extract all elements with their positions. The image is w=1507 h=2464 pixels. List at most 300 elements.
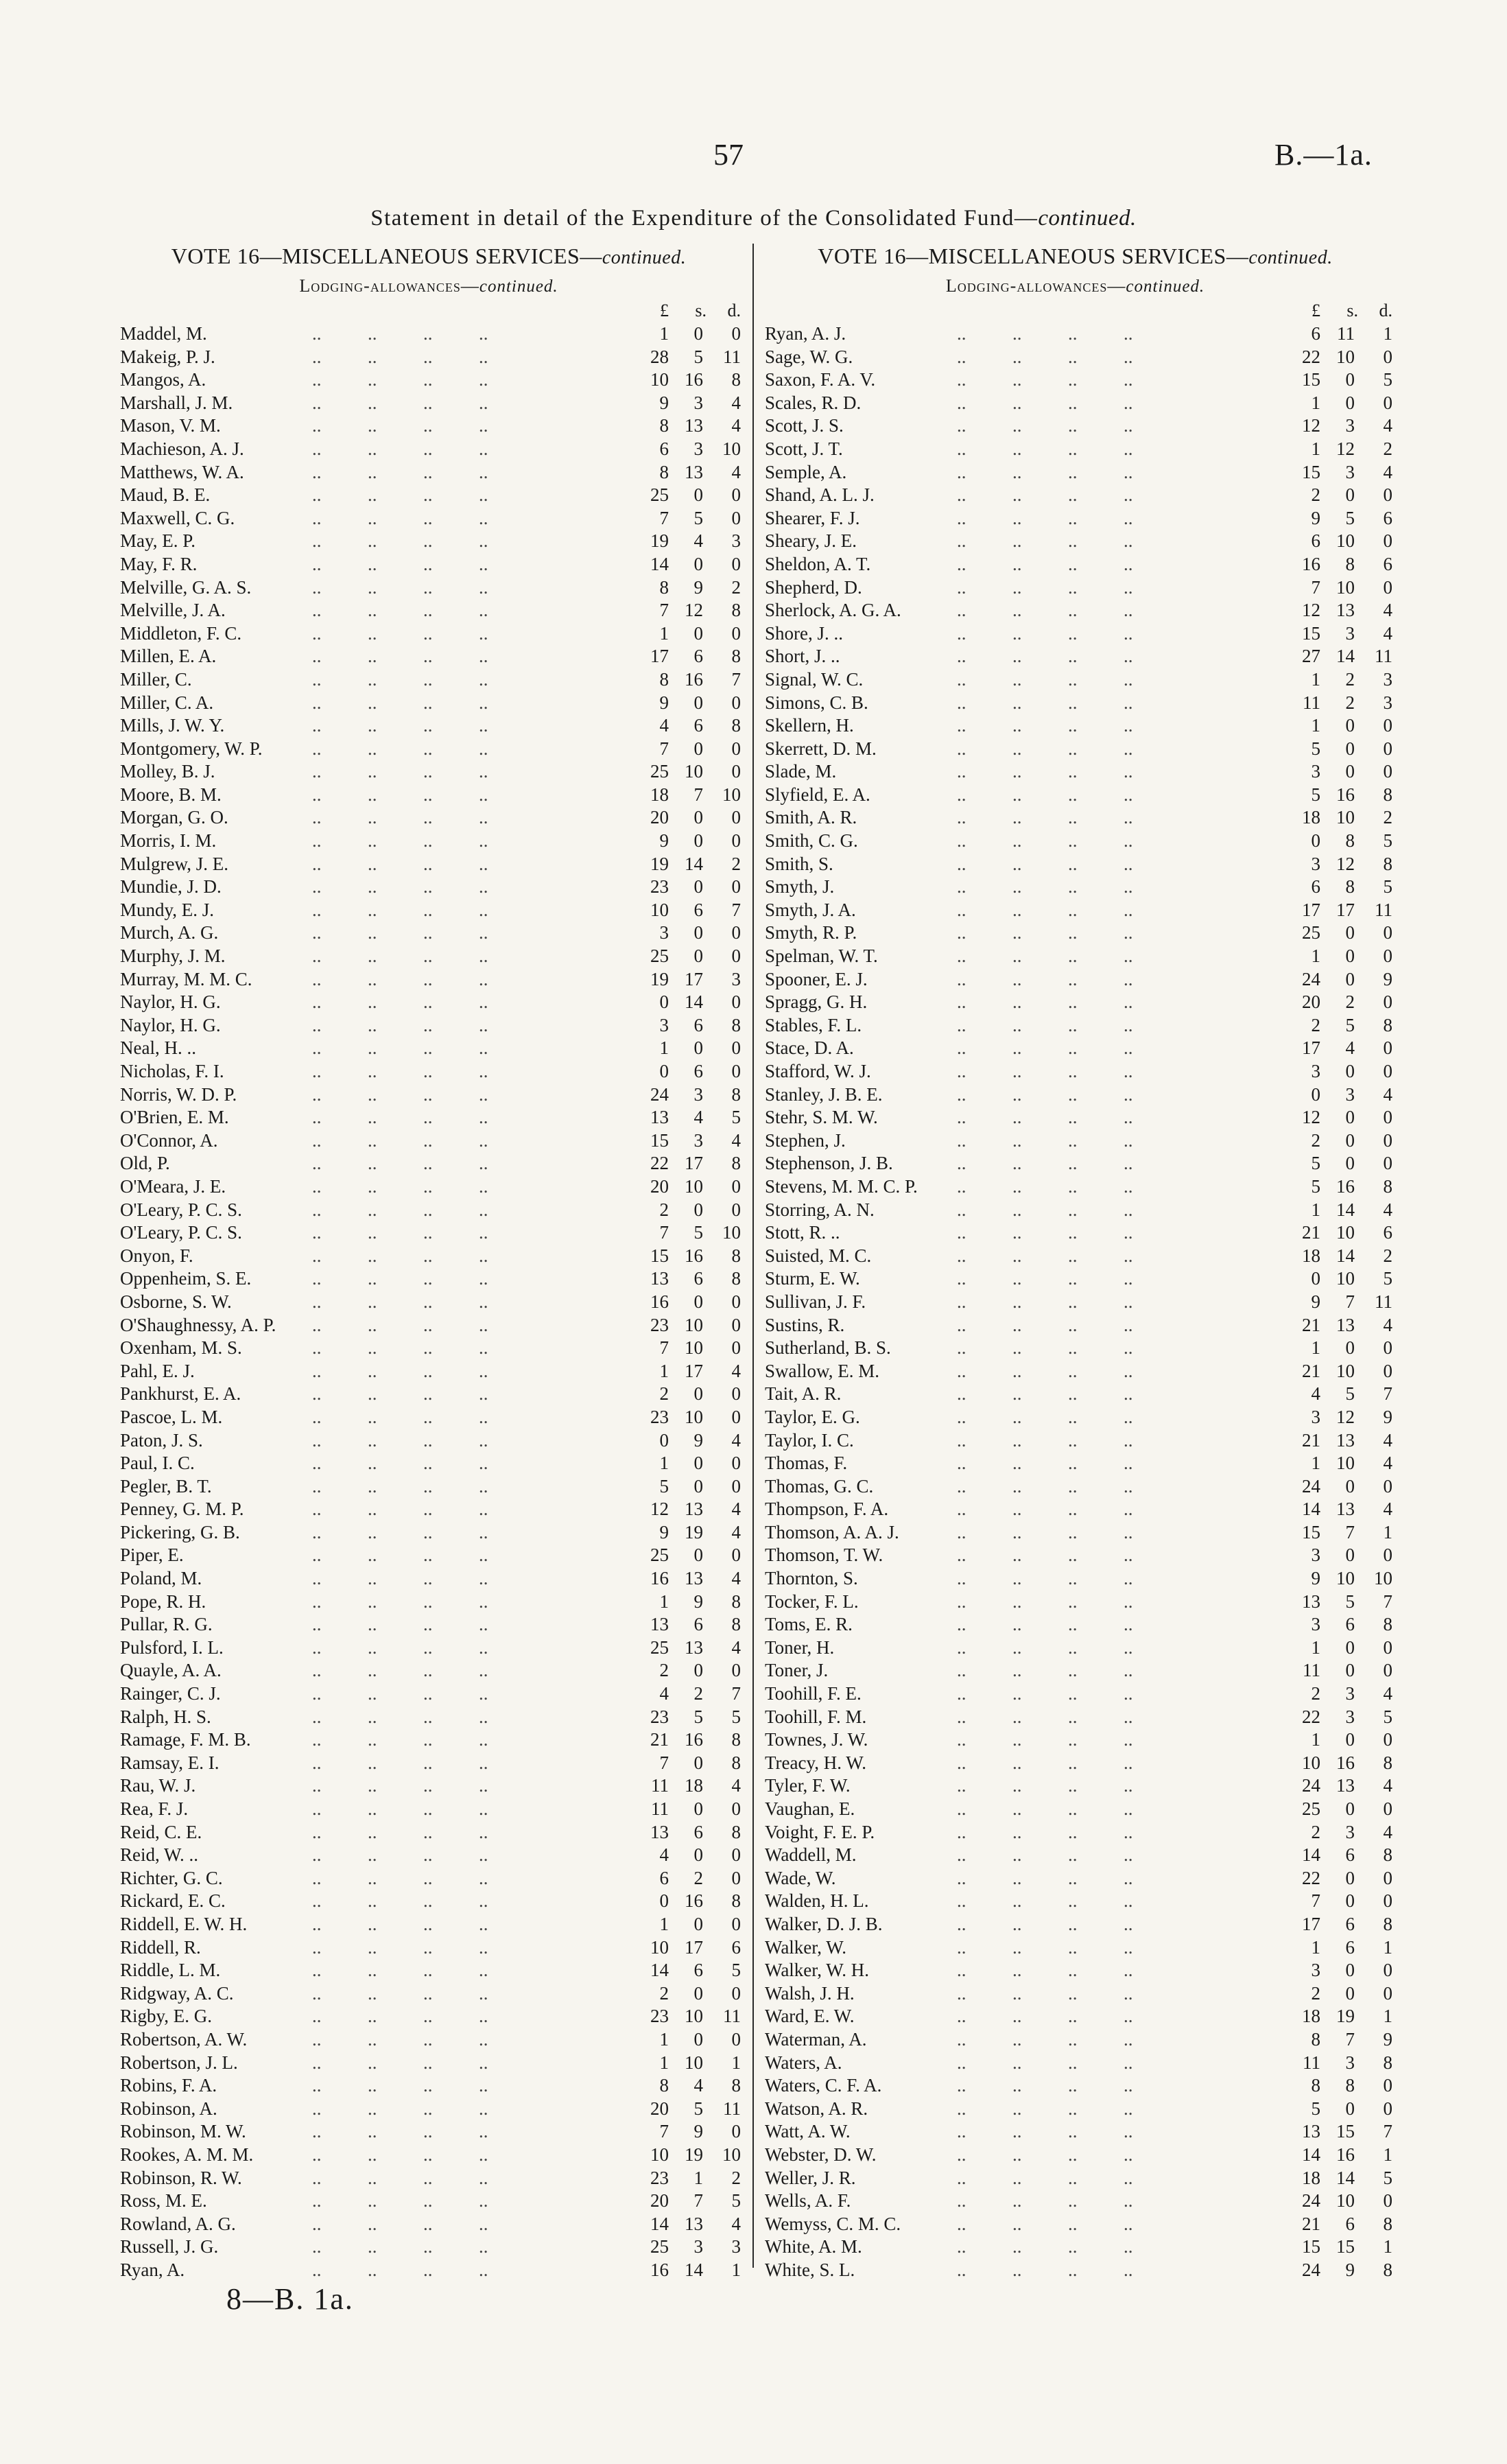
dot-leader: .. .. .. .. bbox=[957, 1706, 1133, 1727]
dot-leader: .. .. .. .. bbox=[312, 668, 488, 690]
amount-pence: 8 bbox=[731, 646, 741, 667]
table-row bbox=[758, 1728, 1392, 1752]
dot-leader: .. .. .. .. bbox=[312, 2213, 488, 2234]
left-subheading-continued: continued. bbox=[479, 277, 558, 296]
dot-leader: .. .. .. .. bbox=[957, 876, 1133, 897]
payee-name: Watt, A. W. bbox=[765, 2121, 851, 2142]
table-row bbox=[758, 1567, 1392, 1591]
table-row bbox=[758, 1844, 1392, 1867]
amount-pounds: 8 bbox=[1311, 2028, 1320, 2050]
dot-leader: .. .. .. .. bbox=[312, 415, 488, 436]
amount-shillings: 10 bbox=[685, 1175, 703, 1197]
amount-pounds: 9 bbox=[659, 392, 669, 413]
dot-leader: .. .. .. .. bbox=[312, 2167, 488, 2188]
payee-name: Slyfield, E. A. bbox=[765, 784, 870, 805]
payee-name: Mulgrew, J. E. bbox=[120, 853, 228, 874]
dot-leader: .. .. .. .. bbox=[957, 1890, 1133, 1912]
amount-pence: 9 bbox=[1383, 968, 1392, 989]
table-row bbox=[758, 2028, 1392, 2052]
amount-shillings: 0 bbox=[1345, 761, 1355, 782]
amount-pence: 0 bbox=[731, 1660, 741, 1681]
amount-pounds: 13 bbox=[650, 1614, 669, 1635]
amount-pence: 4 bbox=[731, 1568, 741, 1589]
amount-pence: 0 bbox=[731, 1406, 741, 1427]
amount-pence: 0 bbox=[1383, 1960, 1392, 1981]
payee-name: Pope, R. H. bbox=[120, 1591, 206, 1612]
payee-name: Middleton, F. C. bbox=[120, 622, 242, 644]
amount-pounds: 25 bbox=[650, 484, 669, 506]
dot-leader: .. .. .. .. bbox=[312, 1683, 488, 1704]
payee-name: Mangos, A. bbox=[120, 369, 206, 390]
payee-name: Taylor, E. G. bbox=[765, 1406, 860, 1427]
amount-pounds: 25 bbox=[650, 1545, 669, 1566]
amount-pence: 3 bbox=[1383, 668, 1392, 690]
table-row bbox=[758, 714, 1392, 738]
amount-pounds: 0 bbox=[1311, 1268, 1320, 1289]
amount-pence: 0 bbox=[1383, 1545, 1392, 1566]
amount-shillings: 0 bbox=[693, 1798, 703, 1819]
payee-name: Maxwell, C. G. bbox=[120, 507, 235, 528]
amount-pounds: 18 bbox=[1302, 2167, 1320, 2188]
amount-pence: 9 bbox=[1383, 1406, 1392, 1427]
payee-name: Melville, J. A. bbox=[120, 600, 226, 621]
payee-name: Ward, E. W. bbox=[765, 2006, 855, 2027]
dot-leader: .. .. .. .. bbox=[312, 1982, 488, 2004]
amount-pence: 4 bbox=[731, 1360, 741, 1381]
amount-pence: 4 bbox=[1383, 461, 1392, 482]
amount-pence: 0 bbox=[1383, 1729, 1392, 1750]
amount-shillings: 10 bbox=[685, 1406, 703, 1427]
amount-shillings: 2 bbox=[693, 1867, 703, 1888]
amount-pence: 3 bbox=[1383, 692, 1392, 713]
amount-pence: 7 bbox=[1383, 1591, 1392, 1612]
payee-name: Moore, B. M. bbox=[120, 784, 222, 805]
amount-pounds: 1 bbox=[1311, 1936, 1320, 1958]
dot-leader: .. .. .. .. bbox=[312, 1061, 488, 1081]
amount-shillings: 3 bbox=[693, 1129, 703, 1151]
dot-leader: .. .. .. .. bbox=[312, 2052, 488, 2073]
table-row bbox=[758, 2005, 1392, 2028]
amount-pence: 0 bbox=[731, 323, 741, 344]
amount-pence: 8 bbox=[731, 1821, 741, 1842]
left-subheading bbox=[113, 276, 744, 296]
table-row bbox=[758, 1544, 1392, 1567]
amount-shillings: 2 bbox=[693, 1683, 703, 1704]
payee-name: Weller, J. R. bbox=[765, 2167, 856, 2188]
payee-name: Walsh, J. H. bbox=[765, 1982, 855, 2004]
amount-pounds: 11 bbox=[651, 1798, 669, 1819]
amount-pounds: 15 bbox=[1302, 369, 1320, 390]
table-row bbox=[113, 368, 744, 392]
amount-pounds: 10 bbox=[650, 899, 669, 920]
payee-name: Ridgway, A. C. bbox=[120, 1982, 234, 2004]
dot-leader: .. .. .. .. bbox=[957, 922, 1133, 943]
payee-name: Sturm, E. W. bbox=[765, 1268, 860, 1289]
statement-title-text: Statement in detail of the Expenditure of the Consolidated Fund— bbox=[370, 206, 1039, 231]
amount-shillings: 8 bbox=[1345, 830, 1355, 852]
table-row bbox=[758, 1521, 1392, 1545]
payee-name: Suisted, M. C. bbox=[765, 1245, 872, 1266]
dot-leader: .. .. .. .. bbox=[312, 899, 488, 920]
amount-pounds: 10 bbox=[650, 2144, 669, 2165]
amount-pence: 0 bbox=[731, 1982, 741, 2004]
payee-name: Shepherd, D. bbox=[765, 576, 862, 598]
amount-pounds: 23 bbox=[650, 1406, 669, 1427]
amount-shillings: 13 bbox=[1336, 1775, 1355, 1796]
table-row bbox=[113, 899, 744, 922]
right-currency-header bbox=[758, 301, 1392, 322]
amount-pounds: 18 bbox=[1302, 807, 1320, 828]
table-row bbox=[758, 2120, 1392, 2144]
payee-name: Pickering, G. B. bbox=[120, 1521, 240, 1542]
amount-pence: 2 bbox=[1383, 1245, 1392, 1266]
dot-leader: .. .. .. .. bbox=[957, 600, 1133, 621]
dot-leader: .. .. .. .. bbox=[957, 553, 1133, 574]
dot-leader: .. .. .. .. bbox=[312, 1890, 488, 1912]
payee-name: Shore, J. .. bbox=[765, 622, 843, 644]
table-row bbox=[758, 2144, 1392, 2167]
amount-pounds: 3 bbox=[1311, 853, 1320, 874]
table-row bbox=[113, 2167, 744, 2190]
amount-pounds: 15 bbox=[1302, 2236, 1320, 2257]
amount-pounds: 1 bbox=[659, 323, 669, 344]
amount-pence: 10 bbox=[722, 438, 741, 459]
table-row bbox=[758, 1014, 1392, 1037]
amount-pence: 4 bbox=[731, 2213, 741, 2234]
payee-name: Storring, A. N. bbox=[765, 1199, 875, 1220]
dot-leader: .. .. .. .. bbox=[312, 1545, 488, 1566]
amount-shillings: 0 bbox=[693, 1844, 703, 1866]
dot-leader: .. .. .. .. bbox=[957, 1683, 1133, 1704]
table-row bbox=[113, 484, 744, 507]
amount-shillings: 10 bbox=[1336, 1360, 1355, 1381]
amount-shillings: 9 bbox=[693, 576, 703, 598]
amount-shillings: 0 bbox=[1345, 946, 1355, 967]
amount-shillings: 16 bbox=[685, 668, 703, 690]
table-row bbox=[113, 1682, 744, 1706]
payee-name: Thomas, G. C. bbox=[765, 1475, 874, 1497]
amount-pounds: 24 bbox=[650, 1083, 669, 1105]
amount-pounds: 19 bbox=[650, 530, 669, 552]
amount-pounds: 0 bbox=[1311, 1083, 1320, 1105]
payee-name: Tocker, F. L. bbox=[765, 1591, 859, 1612]
table-row bbox=[758, 1175, 1392, 1199]
table-row bbox=[113, 991, 744, 1014]
dot-leader: .. .. .. .. bbox=[957, 2052, 1133, 2073]
dot-leader: .. .. .. .. bbox=[312, 1245, 488, 1266]
amount-pounds: 3 bbox=[659, 1014, 669, 1035]
dot-leader: .. .. .. .. bbox=[312, 1429, 488, 1451]
amount-pence: 0 bbox=[1383, 346, 1392, 367]
payee-name: O'Connor, A. bbox=[120, 1129, 218, 1151]
payee-name: Ryan, A. J. bbox=[765, 323, 846, 344]
table-row bbox=[758, 2052, 1392, 2075]
dot-leader: .. .. .. .. bbox=[957, 1222, 1133, 1243]
table-row bbox=[758, 1383, 1392, 1406]
dot-leader: .. .. .. .. bbox=[312, 1936, 488, 1958]
table-row bbox=[113, 1106, 744, 1129]
amount-shillings: 13 bbox=[1336, 1314, 1355, 1335]
amount-pounds: 7 bbox=[1311, 1890, 1320, 1912]
dot-leader: .. .. .. .. bbox=[957, 692, 1133, 713]
dot-leader: .. .. .. .. bbox=[957, 2121, 1133, 2142]
dot-leader: .. .. .. .. bbox=[957, 1729, 1133, 1750]
table-row bbox=[113, 576, 744, 600]
payee-name: Walden, H. L. bbox=[765, 1890, 869, 1912]
dot-leader: .. .. .. .. bbox=[312, 1383, 488, 1405]
table-row bbox=[113, 530, 744, 553]
amount-pence: 0 bbox=[1383, 2075, 1392, 2096]
dot-leader: .. .. .. .. bbox=[957, 992, 1133, 1013]
amount-shillings: 3 bbox=[1345, 415, 1355, 436]
amount-pounds: 13 bbox=[650, 1107, 669, 1128]
amount-pounds: 1 bbox=[659, 1913, 669, 1934]
dot-leader: .. .. .. .. bbox=[312, 646, 488, 667]
amount-pounds: 25 bbox=[650, 946, 669, 967]
amount-shillings: 6 bbox=[1345, 1614, 1355, 1635]
amount-pounds: 2 bbox=[1311, 1014, 1320, 1035]
dot-leader: .. .. .. .. bbox=[312, 1844, 488, 1866]
dot-leader: .. .. .. .. bbox=[312, 2006, 488, 2027]
amount-pence: 5 bbox=[1383, 2167, 1392, 2188]
amount-pence: 0 bbox=[731, 1798, 741, 1819]
amount-pounds: 23 bbox=[650, 2167, 669, 2188]
payee-name: Toner, H. bbox=[765, 1636, 835, 1658]
payee-name: Toohill, F. E. bbox=[765, 1683, 862, 1704]
amount-shillings: 3 bbox=[693, 438, 703, 459]
amount-pence: 6 bbox=[1383, 553, 1392, 574]
amount-pence: 0 bbox=[1383, 2190, 1392, 2211]
dot-leader: .. .. .. .. bbox=[312, 1614, 488, 1635]
payee-name: Murray, M. M. C. bbox=[120, 968, 252, 989]
amount-shillings: 0 bbox=[693, 922, 703, 943]
dot-leader: .. .. .. .. bbox=[312, 530, 488, 552]
payee-name: Sherlock, A. G. A. bbox=[765, 600, 901, 621]
payee-name: O'Leary, P. C. S. bbox=[120, 1199, 242, 1220]
dot-leader: .. .. .. .. bbox=[312, 1453, 488, 1474]
amount-pounds: 9 bbox=[659, 692, 669, 713]
table-row bbox=[758, 1982, 1392, 2006]
table-row bbox=[758, 1083, 1392, 1107]
table-row bbox=[113, 1360, 744, 1383]
amount-pence: 2 bbox=[731, 2167, 741, 2188]
payee-name: Naylor, H. G. bbox=[120, 992, 221, 1013]
payee-name: Robinson, A. bbox=[120, 2098, 217, 2119]
amount-pounds: 7 bbox=[1311, 576, 1320, 598]
footer-signature: 8—B. 1a. bbox=[226, 2282, 354, 2316]
payee-name: Naylor, H. G. bbox=[120, 1014, 221, 1035]
amount-pence: 8 bbox=[731, 715, 741, 736]
amount-pence: 8 bbox=[1383, 2259, 1392, 2280]
table-row bbox=[758, 599, 1392, 622]
dot-leader: .. .. .. .. bbox=[957, 2190, 1133, 2211]
amount-shillings: 16 bbox=[1336, 1175, 1355, 1197]
dot-leader: .. .. .. .. bbox=[957, 1775, 1133, 1796]
amount-pence: 0 bbox=[1383, 1636, 1392, 1658]
amount-shillings: 3 bbox=[1345, 461, 1355, 482]
payee-name: Waterman, A. bbox=[765, 2028, 867, 2050]
dot-leader: .. .. .. .. bbox=[957, 1614, 1133, 1635]
table-row bbox=[113, 1337, 744, 1360]
amount-pence: 8 bbox=[1383, 2052, 1392, 2073]
dot-leader: .. .. .. .. bbox=[312, 1706, 488, 1727]
payee-name: Rookes, A. M. M. bbox=[120, 2144, 254, 2165]
amount-pounds: 8 bbox=[659, 2075, 669, 2096]
amount-pounds: 20 bbox=[650, 807, 669, 828]
amount-pence: 0 bbox=[1383, 392, 1392, 413]
right-column bbox=[758, 244, 1392, 2281]
payee-name: Riddell, R. bbox=[120, 1936, 201, 1958]
dot-leader: .. .. .. .. bbox=[957, 1521, 1133, 1542]
amount-shillings: 18 bbox=[685, 1775, 703, 1796]
payee-name: Melville, G. A. S. bbox=[120, 576, 252, 598]
amount-shillings: 0 bbox=[1345, 1475, 1355, 1497]
amount-pounds: 17 bbox=[650, 646, 669, 667]
payee-name: Pascoe, L. M. bbox=[120, 1406, 223, 1427]
dot-leader: .. .. .. .. bbox=[312, 807, 488, 828]
amount-pounds: 2 bbox=[659, 1982, 669, 2004]
table-row bbox=[113, 553, 744, 576]
amount-shillings: 0 bbox=[1345, 1798, 1355, 1819]
amount-pounds: 9 bbox=[659, 830, 669, 852]
amount-shillings: 0 bbox=[1345, 1337, 1355, 1359]
dot-leader: .. .. .. .. bbox=[957, 1499, 1133, 1520]
payee-name: Toohill, F. M. bbox=[765, 1706, 867, 1727]
amount-pounds: 20 bbox=[650, 2098, 669, 2119]
dot-leader: .. .. .. .. bbox=[312, 922, 488, 943]
amount-pence: 8 bbox=[1383, 784, 1392, 805]
amount-pounds: 1 bbox=[659, 1360, 669, 1381]
right-vote-heading bbox=[758, 244, 1392, 269]
amount-pounds: 1 bbox=[659, 1591, 669, 1612]
amount-pounds: 12 bbox=[1302, 1107, 1320, 1128]
amount-shillings: 9 bbox=[693, 2121, 703, 2142]
amount-pence: 11 bbox=[1375, 899, 1392, 920]
payee-name: Riddell, E. W. H. bbox=[120, 1913, 248, 1934]
amount-pounds: 8 bbox=[659, 461, 669, 482]
table-row bbox=[758, 2098, 1392, 2121]
amount-pence: 0 bbox=[731, 1061, 741, 1081]
payee-name: Treacy, H. W. bbox=[765, 1752, 866, 1773]
amount-pence: 4 bbox=[1383, 1314, 1392, 1335]
amount-pence: 0 bbox=[731, 1337, 741, 1359]
dot-leader: .. .. .. .. bbox=[957, 323, 1133, 344]
amount-shillings: 19 bbox=[685, 1521, 703, 1542]
amount-shillings: 0 bbox=[693, 1660, 703, 1681]
dot-leader: .. .. .. .. bbox=[312, 946, 488, 967]
dot-leader: .. .. .. .. bbox=[957, 392, 1133, 413]
amount-pence: 10 bbox=[722, 784, 741, 805]
amount-pence: 8 bbox=[731, 1153, 741, 1174]
dot-leader: .. .. .. .. bbox=[957, 438, 1133, 459]
amount-shillings: 0 bbox=[693, 1475, 703, 1497]
amount-pounds: 9 bbox=[1311, 507, 1320, 528]
payee-name: Machieson, A. J. bbox=[120, 438, 244, 459]
amount-shillings: 17 bbox=[685, 968, 703, 989]
amount-pounds: 2 bbox=[1311, 484, 1320, 506]
amount-shillings: 3 bbox=[693, 1083, 703, 1105]
amount-pence: 4 bbox=[1383, 1821, 1392, 1842]
table-row bbox=[758, 1613, 1392, 1636]
amount-pounds: 25 bbox=[1302, 1798, 1320, 1819]
amount-pence: 0 bbox=[731, 830, 741, 852]
dot-leader: .. .. .. .. bbox=[312, 1521, 488, 1542]
payee-name: Thompson, F. A. bbox=[765, 1499, 889, 1520]
payee-name: Millen, E. A. bbox=[120, 646, 217, 667]
dot-leader: .. .. .. .. bbox=[957, 1245, 1133, 1266]
amount-shillings: 10 bbox=[1336, 530, 1355, 552]
dot-leader: .. .. .. .. bbox=[957, 1083, 1133, 1105]
dot-leader: .. .. .. .. bbox=[957, 1291, 1133, 1312]
table-row bbox=[113, 1728, 744, 1752]
dot-leader: .. .. .. .. bbox=[957, 1867, 1133, 1888]
amount-pence: 4 bbox=[731, 1775, 741, 1796]
amount-shillings: 5 bbox=[693, 507, 703, 528]
dot-leader: .. .. .. .. bbox=[312, 600, 488, 621]
table-row bbox=[758, 392, 1392, 415]
dot-leader: .. .. .. .. bbox=[312, 1913, 488, 1934]
dot-leader: .. .. .. .. bbox=[312, 2259, 488, 2280]
amount-pence: 4 bbox=[731, 1429, 741, 1451]
amount-shillings: 15 bbox=[1336, 2236, 1355, 2257]
table-row bbox=[758, 1360, 1392, 1383]
right-rows bbox=[758, 322, 1392, 2281]
table-row bbox=[113, 1429, 744, 1453]
amount-pence: 5 bbox=[1383, 876, 1392, 897]
table-row bbox=[758, 2236, 1392, 2259]
amount-pounds: 21 bbox=[1302, 1360, 1320, 1381]
amount-shillings: 0 bbox=[1345, 1960, 1355, 1981]
payee-name: May, E. P. bbox=[120, 530, 196, 552]
payee-name: Stace, D. A. bbox=[765, 1037, 854, 1059]
amount-pounds: 25 bbox=[650, 2236, 669, 2257]
table-row bbox=[758, 414, 1392, 438]
amount-pounds: 1 bbox=[1311, 1337, 1320, 1359]
amount-pounds: 14 bbox=[650, 2213, 669, 2234]
table-row bbox=[113, 645, 744, 668]
amount-pence: 1 bbox=[1383, 1936, 1392, 1958]
amount-pounds: 5 bbox=[1311, 738, 1320, 759]
amount-pence: 0 bbox=[731, 1867, 741, 1888]
table-row bbox=[758, 692, 1392, 715]
table-row bbox=[113, 1452, 744, 1475]
amount-shillings: 6 bbox=[1345, 1936, 1355, 1958]
dot-leader: .. .. .. .. bbox=[957, 1821, 1133, 1842]
amount-shillings: 0 bbox=[693, 553, 703, 574]
amount-shillings: 13 bbox=[685, 1568, 703, 1589]
amount-shillings: 14 bbox=[1336, 1245, 1355, 1266]
amount-shillings: 17 bbox=[685, 1936, 703, 1958]
amount-pounds: 8 bbox=[659, 576, 669, 598]
amount-shillings: 0 bbox=[1345, 968, 1355, 989]
amount-pence: 9 bbox=[1383, 2028, 1392, 2050]
amount-pence: 2 bbox=[731, 576, 741, 598]
dot-leader: .. .. .. .. bbox=[957, 1568, 1133, 1589]
dot-leader: .. .. .. .. bbox=[957, 1175, 1133, 1197]
amount-pence: 5 bbox=[731, 1706, 741, 1727]
payee-name: Sullivan, J. F. bbox=[765, 1291, 866, 1312]
shillings-header: s. bbox=[695, 301, 707, 320]
amount-pence: 5 bbox=[731, 2190, 741, 2211]
amount-shillings: 0 bbox=[1345, 369, 1355, 390]
amount-shillings: 14 bbox=[685, 853, 703, 874]
amount-pence: 0 bbox=[731, 1314, 741, 1335]
table-row bbox=[758, 1774, 1392, 1798]
payee-name: Rea, F. J. bbox=[120, 1798, 189, 1819]
payee-name: Mundie, J. D. bbox=[120, 876, 222, 897]
table-row bbox=[758, 576, 1392, 600]
amount-shillings: 10 bbox=[1336, 346, 1355, 367]
